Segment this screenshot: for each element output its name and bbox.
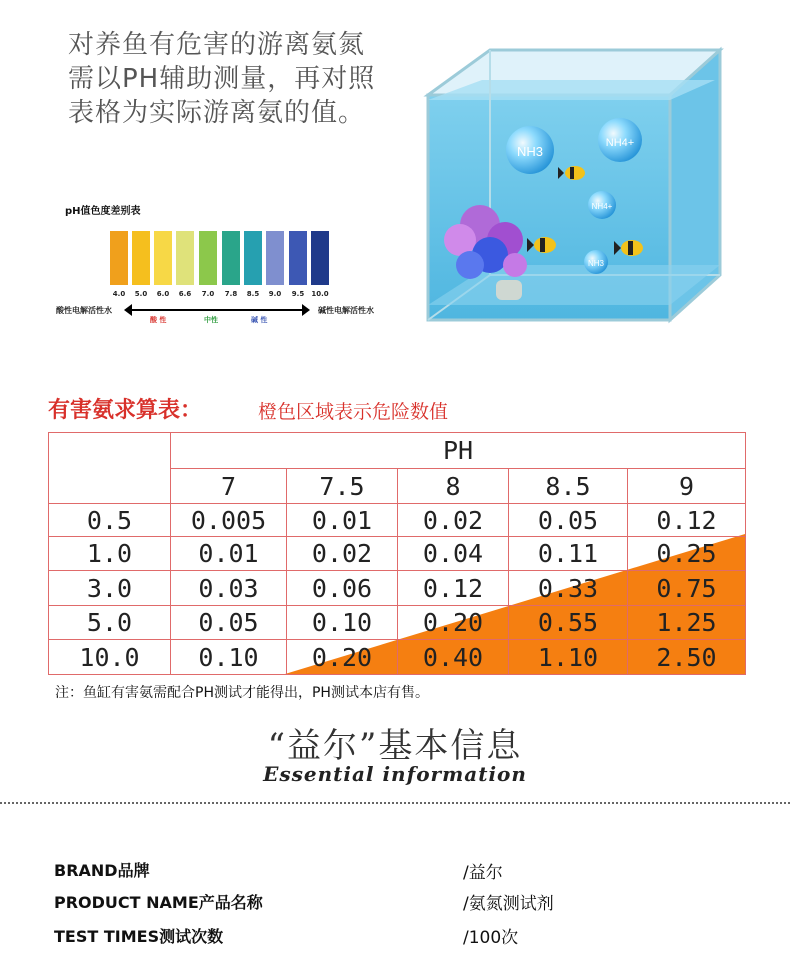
free-ammonia-cell: 0.06 xyxy=(287,571,398,606)
zone-alkaline: 碱 性 xyxy=(251,316,268,324)
ammonia-total-cell: 1.0 xyxy=(49,537,171,571)
intro-text xyxy=(68,28,408,130)
ph-swatch xyxy=(110,231,128,285)
bubble-label: NH3 xyxy=(516,144,544,159)
acid-water-label: 酸性电解活性水 xyxy=(56,306,112,315)
info-title: “益尔”基本信息 xyxy=(267,726,523,766)
free-ammonia-cell: 0.12 xyxy=(628,504,746,537)
table-row xyxy=(49,606,746,640)
ph-swatch-label: 7.8 xyxy=(224,290,238,298)
zone-acid: 酸 性 xyxy=(150,316,167,324)
table-footnote: 注：鱼缸有害氨需配合PH测试才能得出，PH测试本店有售。 xyxy=(55,685,429,701)
ph-header: PH xyxy=(171,433,746,469)
free-ammonia-cell: 0.01 xyxy=(287,504,398,537)
free-ammonia-cell: 0.005 xyxy=(171,504,287,537)
free-ammonia-cell: 0.05 xyxy=(171,606,287,640)
bubble-label: NH4+ xyxy=(591,202,613,211)
ph-swatch xyxy=(132,231,150,285)
free-ammonia-cell: 1.25 xyxy=(628,606,746,640)
free-ammonia-cell: 0.25 xyxy=(628,537,746,571)
ph-swatch xyxy=(222,231,240,285)
free-ammonia-cell: 2.50 xyxy=(628,640,746,675)
ph-swatch xyxy=(244,231,262,285)
table-row xyxy=(49,537,746,571)
free-ammonia-cell: 0.02 xyxy=(287,537,398,571)
free-ammonia-cell: 0.10 xyxy=(171,640,287,675)
ph-value-cell: 8.5 xyxy=(509,469,628,504)
bubble-label: NH4+ xyxy=(605,137,635,149)
free-ammonia-cell: 0.05 xyxy=(509,504,628,537)
ammonia-total-cell: 5.0 xyxy=(49,606,171,640)
ph-swatch-label: 6.0 xyxy=(156,290,170,298)
ph-swatch-label: 5.0 xyxy=(134,290,148,298)
spec-key-product: PRODUCT NAME产品名称 xyxy=(54,893,263,912)
divider xyxy=(0,802,790,804)
free-ammonia-cell: 0.11 xyxy=(509,537,628,571)
table-row xyxy=(49,571,746,606)
intro-line: 对养鱼有危害的游离氨氮 xyxy=(68,30,366,60)
spec-value-brand: /益尔 xyxy=(463,863,503,883)
free-ammonia-cell: 0.75 xyxy=(628,571,746,606)
ammonia-total-cell: 10.0 xyxy=(49,640,171,675)
fish-tank-illustration xyxy=(420,40,730,330)
ammonia-total-cell: 3.0 xyxy=(49,571,171,606)
table-row xyxy=(49,504,746,537)
spec-value-test-times: /100次 xyxy=(463,928,519,948)
free-ammonia-cell: 0.33 xyxy=(509,571,628,606)
ph-swatch-label: 9.5 xyxy=(291,290,305,298)
ph-swatch xyxy=(199,231,217,285)
free-ammonia-cell: 1.10 xyxy=(509,640,628,675)
spec-value-product: /氨氮测试剂 xyxy=(463,894,554,914)
alkali-water-label: 碱性电解活性水 xyxy=(318,306,374,315)
ph-swatch xyxy=(289,231,307,285)
ph-legend-title: pH值色度差别表 xyxy=(65,206,141,217)
arrow-left-icon xyxy=(124,304,132,316)
free-ammonia-cell: 0.20 xyxy=(287,640,398,675)
free-ammonia-cell: 0.01 xyxy=(171,537,287,571)
free-ammonia-cell: 0.03 xyxy=(171,571,287,606)
zone-neutral: 中性 xyxy=(204,316,218,324)
ph-swatch-label: 4.0 xyxy=(112,290,126,298)
arrow-right-icon xyxy=(302,304,310,316)
table-heading-note: 橙色区域表示危险数值 xyxy=(258,401,449,423)
ph-value-cell: 8 xyxy=(398,469,509,504)
harmful-ammonia-table-wrap xyxy=(48,432,745,674)
ph-swatch-label: 9.0 xyxy=(268,290,282,298)
bubble-label: NH3 xyxy=(587,259,605,268)
ph-swatch xyxy=(154,231,172,285)
ph-axis-line xyxy=(130,309,304,311)
free-ammonia-cell: 0.40 xyxy=(398,640,509,675)
table-heading: 有害氨求算表： xyxy=(48,398,203,423)
ph-value-cell: 7 xyxy=(171,469,287,504)
intro-line: 表格为实际游离氨的值。 xyxy=(68,98,366,128)
ph-value-cell: 7.5 xyxy=(287,469,398,504)
free-ammonia-cell: 0.04 xyxy=(398,537,509,571)
ph-value-cell: 9 xyxy=(628,469,746,504)
info-subtitle: Essential information xyxy=(263,762,527,786)
ph-swatch-label: 7.0 xyxy=(201,290,215,298)
harmful-ammonia-table xyxy=(48,432,746,675)
ph-swatch-label: 10.0 xyxy=(311,290,329,298)
ph-swatch xyxy=(311,231,329,285)
spec-key-brand: BRAND品牌 xyxy=(54,861,150,880)
corner-cell xyxy=(49,433,171,504)
free-ammonia-cell: 0.12 xyxy=(398,571,509,606)
ph-swatch xyxy=(266,231,284,285)
free-ammonia-cell: 0.02 xyxy=(398,504,509,537)
table-row xyxy=(49,640,746,675)
ph-swatch-label: 8.5 xyxy=(246,290,260,298)
ph-swatch-label: 6.6 xyxy=(178,290,192,298)
intro-line: 需以PH辅助测量，再对照 xyxy=(68,64,376,94)
spec-key-test-times: TEST TIMES测试次数 xyxy=(54,927,224,946)
free-ammonia-cell: 0.55 xyxy=(509,606,628,640)
free-ammonia-cell: 0.10 xyxy=(287,606,398,640)
free-ammonia-cell: 0.20 xyxy=(398,606,509,640)
ammonia-total-cell: 0.5 xyxy=(49,504,171,537)
ph-swatch xyxy=(176,231,194,285)
